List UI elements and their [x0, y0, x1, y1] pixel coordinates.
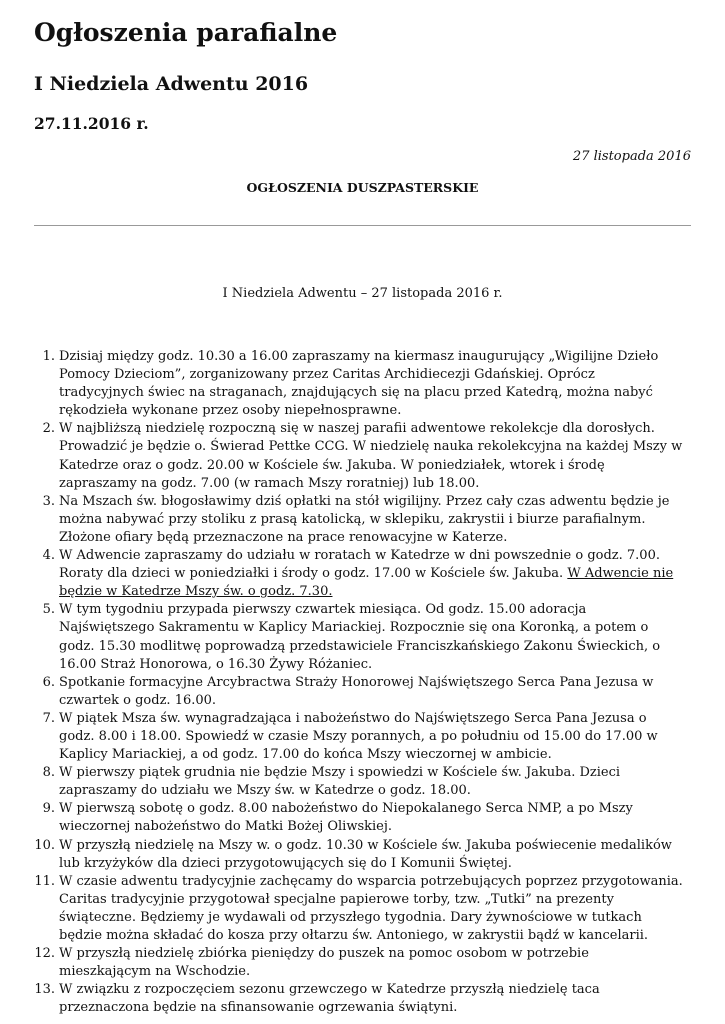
list-item	[42, 710, 683, 764]
announcements-list	[34, 348, 683, 1017]
post-subtitle: I Niedziela Adwentu – 27 listopada 2016 r.	[222, 286, 503, 301]
underlined-notice: W Adwencie nie będzie w Katedrze Mszy św. o godz. 7.30.	[59, 566, 674, 600]
list-item-text: Dzisiaj między godz. 10.30 a 16.00 zapraszamy na kiermasz inaugurujący „Wigilijne Dzieło Pomocy Dzieciom”, zorganizowany przez Caritas Archidiecezji Gdańskiej. Oprócz tradycyjnych świec na straganach, znajdujących się na placu przed Katedrą, można nabyć rękodzieła wykonane przez osoby niepełnosprawne.	[59, 349, 659, 419]
list-item-number: 6.	[42, 674, 55, 690]
list-item	[42, 764, 683, 800]
list-item-number: 13.	[34, 982, 55, 998]
list-item-number: 2.	[42, 421, 55, 437]
list-item	[42, 800, 683, 836]
list-item-text: W czasie adwentu tradycyjnie zachęcamy do wsparcia potrzebujących poprzez przygotowania. Caritas tradycyjnie przygotował specjalne papierowe torby, tzw. „Tutki” na prezenty świąteczne. Będziemy je wydawali od przyszłego tygodnia. Dary żywnościowe w tutkach będzie można składać do kosza przy ołtarzu św. Antoniego, w zakrystii bądź w kancelarii.	[59, 873, 683, 943]
list-item	[42, 493, 683, 547]
list-item	[34, 873, 683, 945]
post-title[interactable]: I Niedziela Adwentu 2016	[34, 73, 309, 95]
list-item-text: W piątek Msza św. wynagradzająca i nabożeństwo do Najświętszego Serca Pana Jezusa o godz. 8.00 i 18.00. Spowiedź w czasie Mszy porannych, a po południu od 15.00 do 17.00 w Kaplicy Mariackiej, a od godz. 17.00 do końca Mszy wieczornej w ambicie.	[59, 710, 658, 763]
list-item	[42, 348, 683, 420]
list-item-text: W pierwszą sobotę o godz. 8.00 nabożeństwo do Niepokalanego Serca NMP, a po Mszy wieczornej nabożeństwo do Matki Bożej Oliwskiej.	[59, 801, 633, 835]
list-item-number: 10.	[34, 837, 55, 853]
list-item-text: Na Mszach św. błogosławimy dziś opłatki na stół wigilijny. Przez cały czas adwentu będzie je można nabywać przy stoliku z prasą katolicką, w sklepiku, zakrystii i biurze parafialnym. Złożone ofiary będą przeznaczone na prace renowacyjne w Katerze.	[59, 493, 670, 545]
list-item-text: W przyszłą niedzielę zbiórka pieniędzy do puszek na pomoc osobom w potrzebie mieszkającym na Wschodzie.	[59, 946, 589, 980]
list-item	[42, 601, 683, 673]
list-item-text: W najbliższą niedzielę rozpoczną się w naszej parafii adwentowe rekolekcje dla dorosłych. Prowadzić je będzie o. Świerad Pettke CCG. W niedzielę nauka rekolekcyjna na każdej Mszy w Katedrze oraz o godz. 20.00 w Kościele św. Jakuba. W poniedziałek, wtorek i środę zapraszamy na godz. 7.00 (w ramach Mszy roratniej) lub 18.00.	[59, 421, 683, 491]
post-date-heading: 27.11.2016 r.	[34, 114, 149, 133]
list-item-number: 3.	[42, 493, 55, 509]
list-item	[34, 837, 683, 873]
list-item-text: W przyszłą niedzielę na Mszy w. o godz. 10.30 w Kościele św. Jakuba poświecenie medalików lub krzyżyków dla dzieci przygotowujących się do I Komunii Świętej.	[59, 837, 672, 871]
list-item-number: 12.	[34, 946, 55, 962]
list-item	[34, 945, 683, 981]
list-item-number: 9.	[42, 801, 55, 817]
list-item-number: 5.	[42, 602, 55, 618]
divider	[34, 225, 691, 226]
list-item-number: 4.	[42, 548, 55, 564]
publish-date: 27 listopada 2016	[572, 149, 691, 164]
list-item	[42, 420, 683, 492]
section-heading: OGŁOSZENIA DUSZPASTERSKIE	[246, 180, 479, 195]
list-item-number: 8.	[42, 765, 55, 781]
list-item-text: W pierwszy piątek grudnia nie będzie Mszy i spowiedzi w Kościele św. Jakuba. Dzieci zapraszamy do udziału we Mszy św. w Katedrze o godz. 18.00.	[59, 765, 621, 799]
list-item-text: W Adwencie zapraszamy do udziału w roratach w Katedrze w dni powszednie o godz. 7.00. Roraty dla dzieci w poniedziałki i środy o godz. 17.00 w Kościele św. Jakuba.	[59, 548, 660, 582]
list-item	[34, 981, 683, 1017]
list-item	[42, 674, 683, 710]
list-item-number: 11.	[34, 873, 55, 889]
list-item	[42, 547, 683, 601]
list-item-text: W tym tygodniu przypada pierwszy czwartek miesiąca. Od godz. 15.00 adoracja Najświętszego Sakramentu w Kaplicy Mariackiej. Rozpocznie się ona Koronką, a potem o godz. 15.30 modlitwę poprowadzą przedstawiciele Franciszkańskiego Zakonu Świeckich, o 16.00 Straż Honorowa, o 16.30 Żywy Różaniec.	[59, 602, 661, 672]
list-item-number: 1.	[42, 349, 55, 364]
site-title[interactable]: Ogłoszenia parafialne	[34, 18, 338, 47]
list-item-text: Spotkanie formacyjne Arcybractwa Straży Honorowej Najświętszego Serca Pana Jezusa w czwartek o godz. 16.00.	[59, 674, 654, 708]
list-item-number: 7.	[42, 710, 55, 726]
list-item-text: W związku z rozpoczęciem sezonu grzewczego w Katedrze przyszłą niedzielę taca przeznaczona będzie na sfinansowanie ogrzewania świątyni.	[59, 982, 600, 1016]
